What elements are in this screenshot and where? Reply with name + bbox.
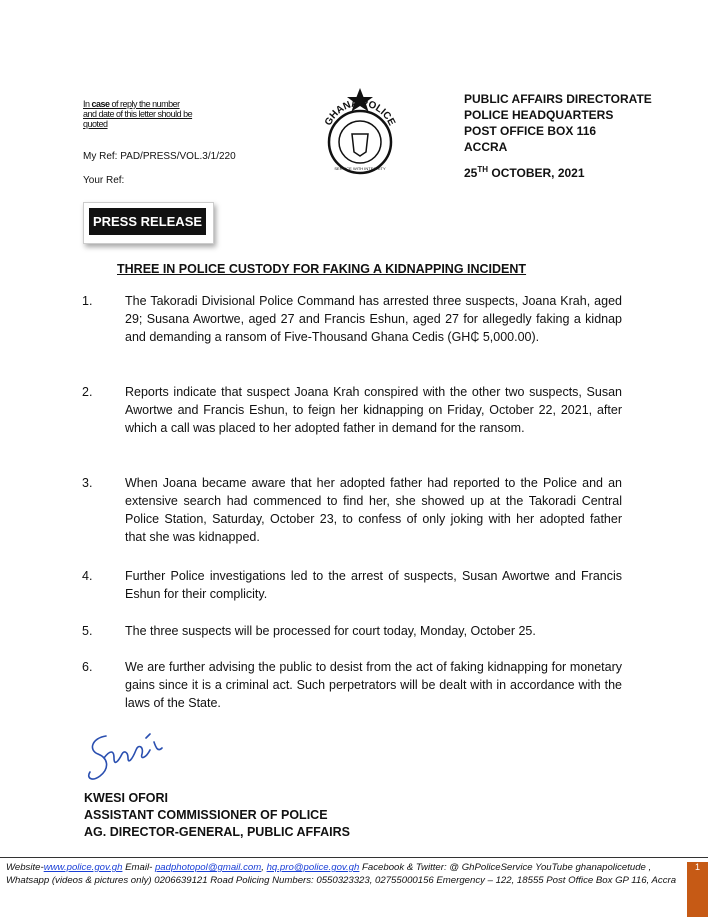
headline: THREE IN POLICE CUSTODY FOR FAKING A KIDNAPPING INCIDENT — [117, 262, 527, 276]
address-line: PUBLIC AFFAIRS DIRECTORATE — [464, 92, 652, 106]
address-line: ACCRA — [464, 140, 508, 154]
address-line: POST OFFICE BOX 116 — [464, 124, 597, 138]
signature-image — [84, 728, 164, 790]
paragraph-text: Reports indicate that suspect Joana Krah conspired with the other two suspects, Susan Awortwe and Francis Eshun, to feign her kidnapping on Friday, October 22, 2021, after which a call was placed to her adopted father in demand for the ransom. — [125, 385, 622, 435]
paragraph — [82, 658, 622, 712]
address-line: POLICE HEADQUARTERS — [464, 108, 614, 122]
signer-block — [84, 790, 350, 841]
email-link[interactable]: padphotopol@gmail.com — [154, 862, 262, 873]
date-day: 25 — [464, 166, 478, 180]
footer-separator: , — [261, 862, 267, 873]
paragraph-text: Further Police investigations led to the arrest of suspects, Susan Awortwe and Francis Eshun for their complicity. — [125, 569, 622, 601]
paragraph-text: We are further advising the public to desist from the act of faking kidnapping for monetary gains since it is a criminal act. Such perpetrators will be dealt with in accordance with the laws of the State. — [125, 660, 622, 710]
paragraph-number: 1. — [82, 294, 93, 308]
press-release-label: PRESS RELEASE — [89, 208, 206, 235]
date-rest: OCTOBER, 2021 — [488, 166, 585, 180]
footer-rest: Facebook & Twitter: @ GhPoliceService YouTube ghanapolicetude , Whatsapp (videos & pictures only) 0206639121 Road Policing Numbers: 0550323323, 02755000156 Emergency – 122, 18555 Post Office Box GP 116, Accra — [6, 862, 677, 886]
footer-contact — [6, 862, 686, 887]
paragraph — [82, 622, 622, 640]
email-link[interactable]: hq.pro@police.gov.gh — [266, 862, 360, 873]
reply-note-bold: case — [91, 99, 110, 109]
paragraph-number: 3. — [82, 476, 93, 490]
date-suffix: TH — [477, 165, 489, 174]
paragraph-number: 5. — [82, 624, 93, 638]
ghana-police-logo — [312, 86, 408, 178]
footer-divider — [0, 857, 708, 858]
paragraph-text: When Joana became aware that her adopted father had reported to the Police and an extensive search had commenced to find her, she showed up at the Takoradi Central Police Station, Saturday, October 23, to confess of only joking with her adopted father that she was kidnapped. — [125, 476, 622, 544]
address-block — [464, 91, 652, 155]
your-ref: Your Ref: — [83, 175, 125, 186]
reply-note-rest: of reply the number and date of this letter should be quoted — [83, 99, 193, 129]
signer-name: KWESI OFORI — [84, 791, 169, 805]
paragraph-text: The Takoradi Divisional Police Command has arrested three suspects, Joana Krah, aged 29; Susana Awortwe, aged 27 and Francis Eshun, aged 27 for allegedly faking a kidnap and demanding a ransom of Five-Thousand Ghana Cedis (GH₵ 5,000.00). — [125, 294, 622, 344]
website-link[interactable]: www.police.gov.gh — [43, 862, 123, 873]
my-ref: My Ref: PAD/PRESS/VOL.3/1/220 — [83, 151, 236, 162]
shield-icon — [352, 134, 368, 156]
paragraph-number: 4. — [82, 569, 93, 583]
logo-text: GHANA POLICE — [322, 97, 398, 128]
paragraph — [82, 567, 622, 603]
paragraph — [82, 383, 622, 437]
footer-email-label: Email- — [122, 862, 155, 873]
paragraph-number: 6. — [82, 660, 93, 674]
signer-title: ASSISTANT COMMISSIONER OF POLICE — [84, 808, 328, 822]
paragraph-number: 2. — [82, 385, 93, 399]
paragraph — [82, 292, 622, 346]
page-number: 1 — [687, 862, 708, 917]
reply-note-prefix: In — [83, 99, 92, 109]
paragraph — [82, 474, 622, 546]
reply-note — [83, 99, 193, 129]
footer-website-label: Website- — [6, 862, 44, 873]
paragraph-text: The three suspects will be processed for court today, Monday, October 25. — [125, 624, 536, 638]
release-date — [464, 165, 585, 180]
logo-motto: SERVICE WITH INTEGRITY — [334, 166, 386, 171]
signer-title: AG. DIRECTOR-GENERAL, PUBLIC AFFAIRS — [84, 825, 350, 839]
